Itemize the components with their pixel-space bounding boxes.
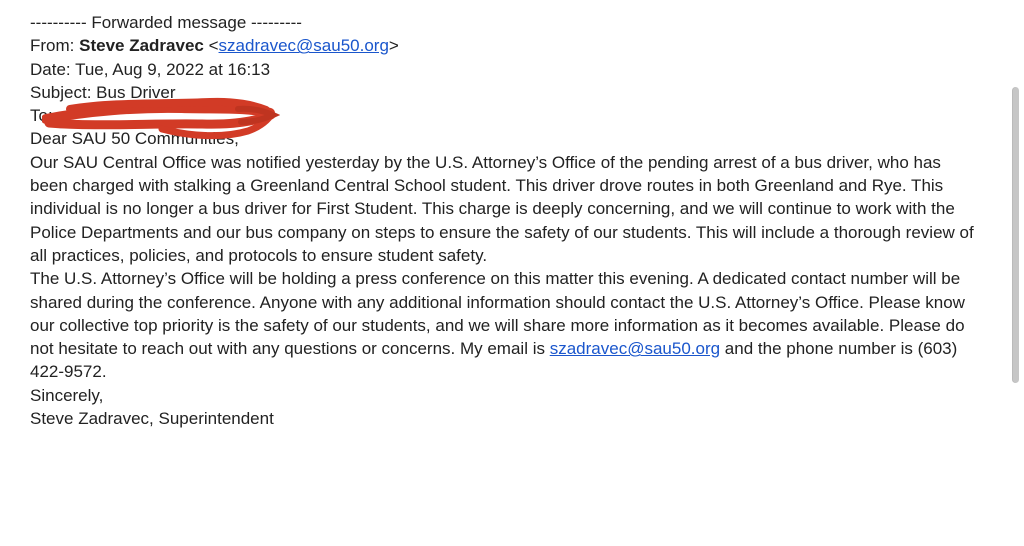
date-value: Tue, Aug 9, 2022 at 16:13 [75,59,271,79]
email-message [30,11,982,430]
bracket-close: > [388,36,399,56]
sender-email-link[interactable]: szadravec@sau50.org [218,36,389,56]
to-label: To: [30,106,53,126]
paragraph-2 [30,267,982,383]
closing: Sincerely, [30,385,104,405]
signature: Steve Zadravec, Superintendent [30,409,274,429]
subject-line [30,81,982,104]
paragraph-1: Our SAU Central Office was notified yesterday by the U.S. Attorney’s Office of the pending arrest of a bus driver, who has been charged with stalking a Greenland Central School student. This driver drove routes in both Greenland and Rye. This individual is no longer a bus driver for First Student. This charge is deeply concerning, and we will continue to work with the Police Departments and our bus company on steps to ensure the safety of our students. This will include a thorough review of all practices, policies, and protocols to ensure student safety. [30,152,974,265]
email-body [30,127,982,430]
subject-label: Subject: [30,82,92,102]
date-label: Date: [30,59,71,79]
subject-value: Bus Driver [96,82,176,102]
email-header [30,11,982,127]
from-line [30,34,982,57]
sender-name: Steve Zadravec [79,36,204,56]
paragraph-2-text-after: and the phone number is (603) 422-9572. [30,339,958,382]
contact-email-link[interactable]: szadravec@sau50.org [549,339,721,359]
paragraph-2-text: The U.S. Attorney’s Office will be holding a press conference on this matter this evening. A dedicated contact number will be shared during the conference. Anyone with any additional information should contact the U.S. Attorney’s Office. Please know our collective top priority is the safety of our students, and we will share more information as it becomes available. Please do not hesitate to reach out with any questions or concerns. My email is [30,269,965,359]
forwarded-divider: ---------- Forwarded message --------- [30,13,302,32]
bracket-open: < [208,36,219,56]
date-line [30,58,982,81]
from-label: From: [30,36,75,56]
vertical-scrollbar-thumb[interactable] [1012,87,1019,383]
to-line [30,104,982,127]
greeting: Dear SAU 50 Communities, [30,129,239,149]
